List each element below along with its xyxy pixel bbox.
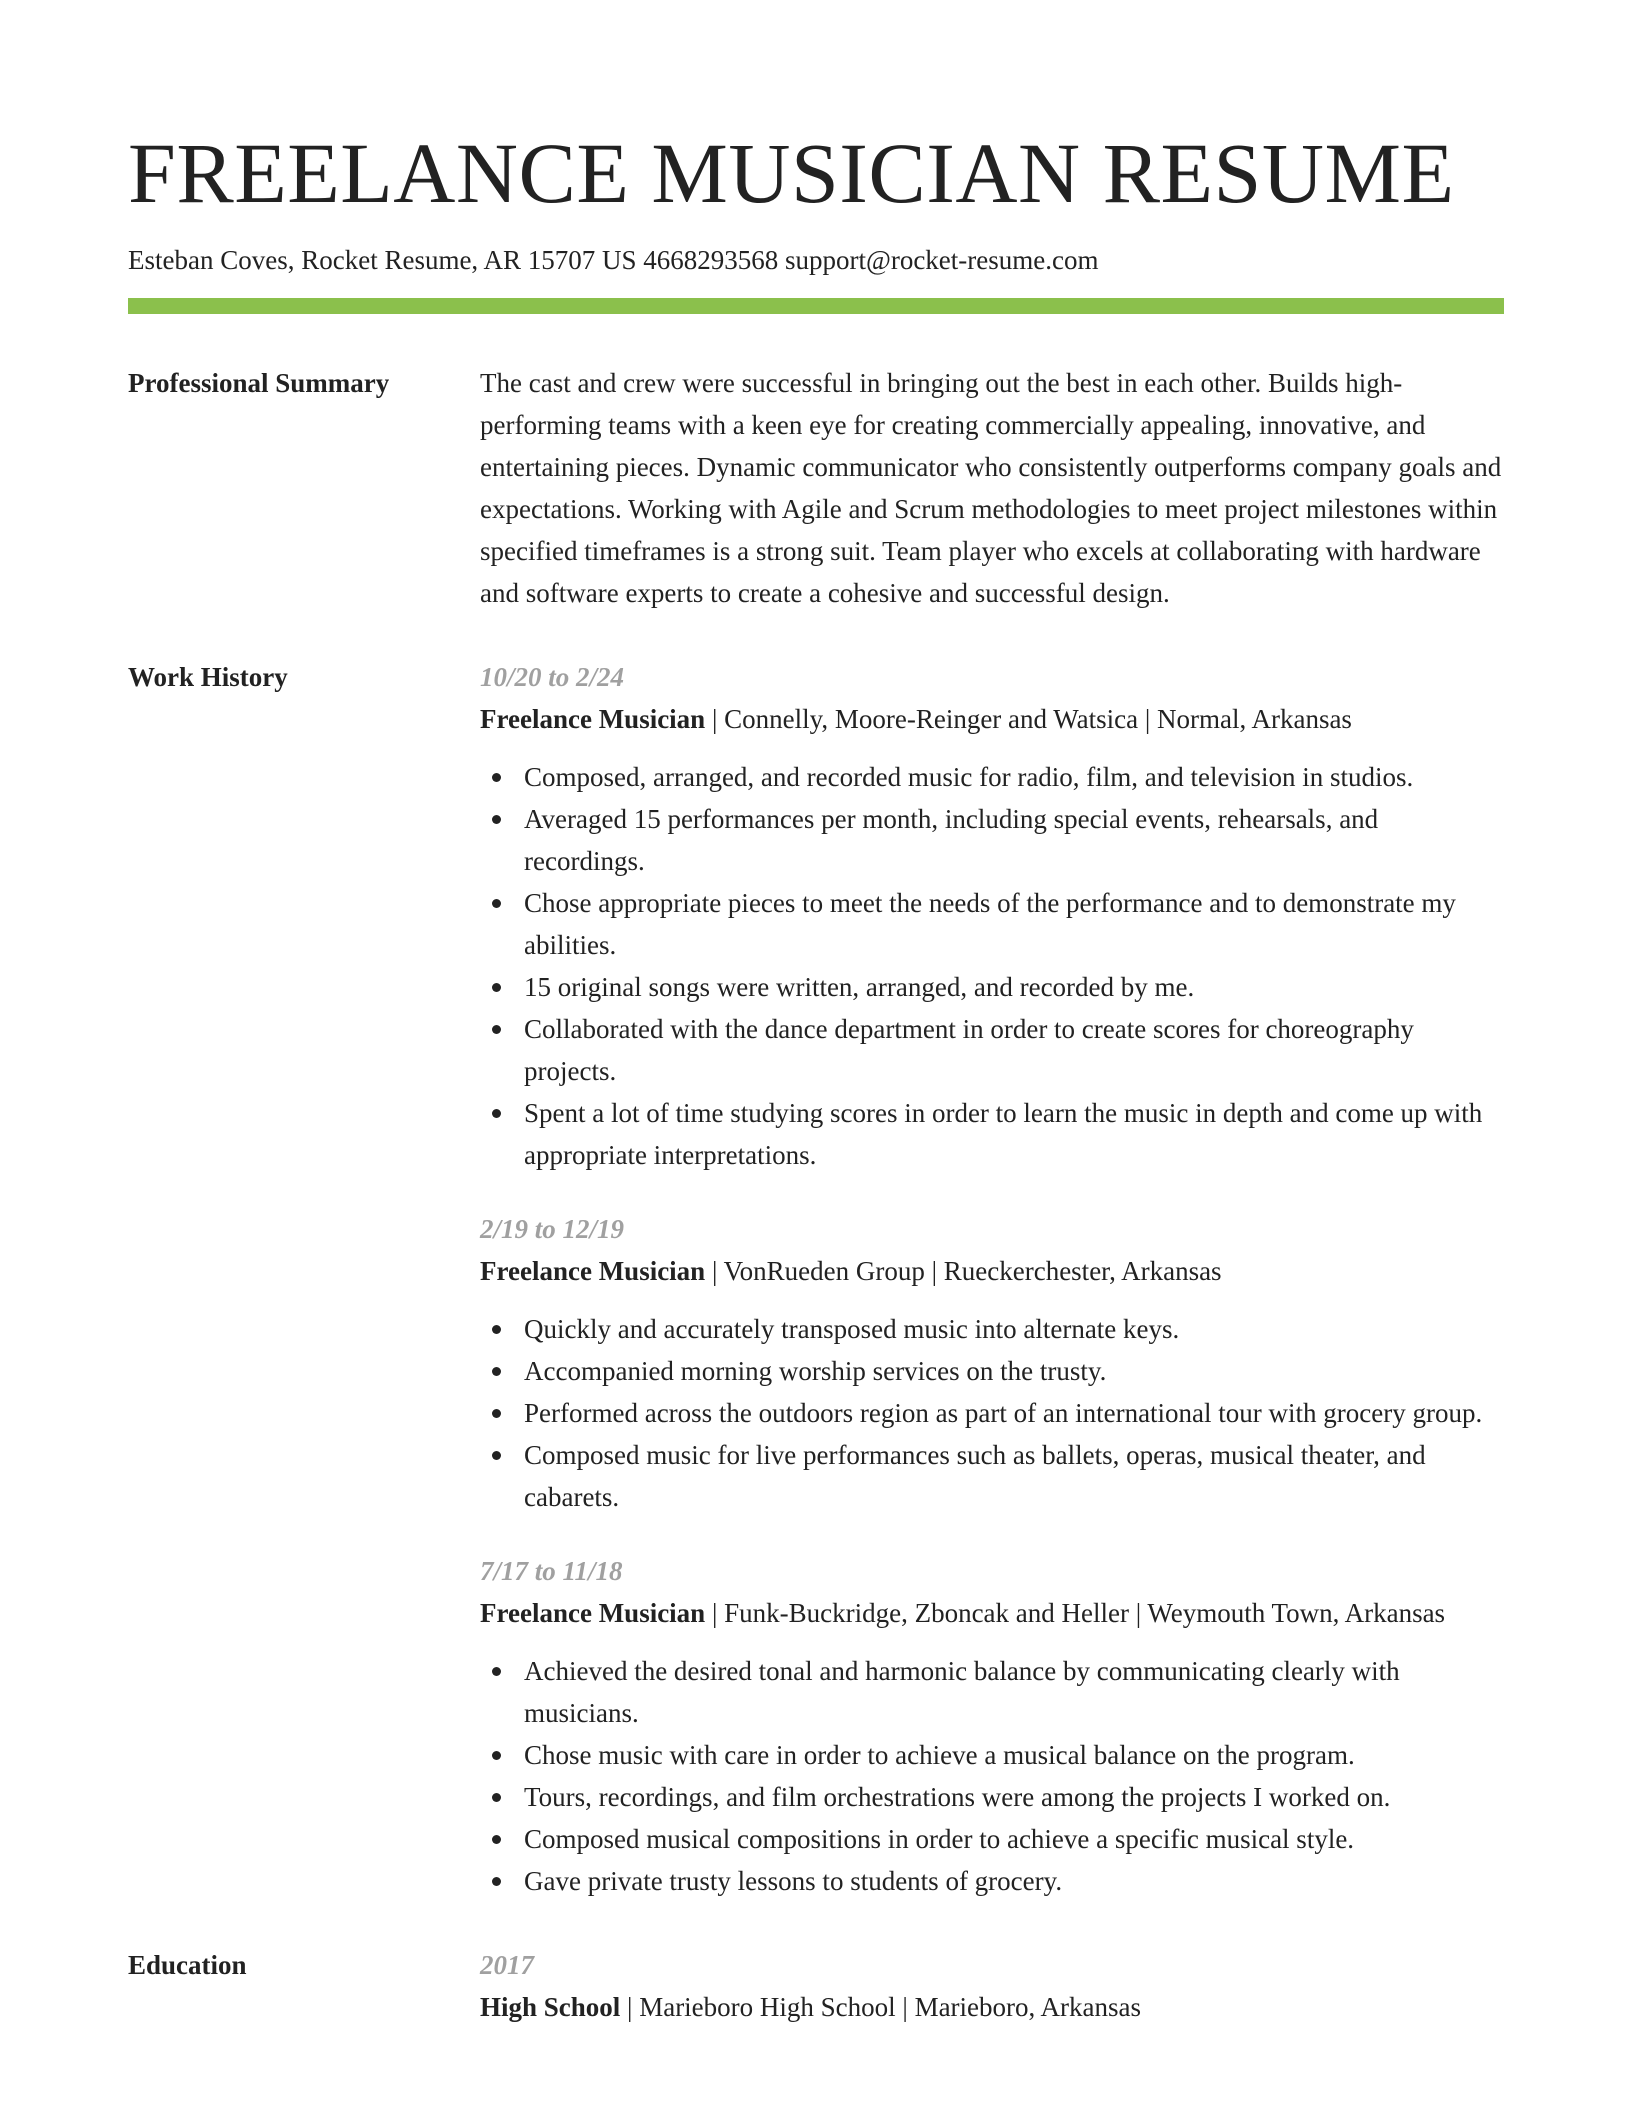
education-section [128, 1944, 1504, 2028]
job-details: | Connelly, Moore-Reinger and Watsica | Normal, Arkansas [705, 704, 1352, 734]
job-details: | Funk-Buckridge, Zboncak and Heller | Weymouth Town, Arkansas [705, 1598, 1446, 1628]
accent-divider [128, 298, 1504, 314]
job-dates: 7/17 to 11/18 [480, 1556, 623, 1586]
section-label-summary: Professional Summary [128, 368, 390, 398]
job-bullet: Spent a lot of time studying scores in order to learn the music in depth and come up with appropriate interpretations. [524, 1092, 1504, 1176]
job-bullet: Achieved the desired tonal and harmonic balance by communicating clearly with musicians. [524, 1650, 1504, 1734]
job-bullet: Composed musical compositions in order to achieve a specific musical style. [524, 1818, 1504, 1860]
education-heading [480, 1986, 1504, 2028]
job-bullet-list [480, 1650, 1504, 1902]
job-bullet: Chose music with care in order to achieve a musical balance on the program. [524, 1734, 1504, 1776]
job-bullet: 15 original songs were written, arranged, and recorded by me. [524, 966, 1504, 1008]
job-bullet: Accompanied morning worship services on the trusty. [524, 1350, 1504, 1392]
job-bullet: Composed music for live performances such as ballets, operas, musical theater, and cabarets. [524, 1434, 1504, 1518]
job-bullet: Gave private trusty lessons to students of grocery. [524, 1860, 1504, 1902]
summary-section [128, 362, 1504, 614]
job-details: | VonRueden Group | Rueckerchester, Arkansas [705, 1256, 1222, 1286]
job-bullet: Quickly and accurately transposed music into alternate keys. [524, 1308, 1504, 1350]
job-heading [480, 1250, 1504, 1292]
education-dates: 2017 [480, 1950, 534, 1980]
job-entry [480, 656, 1504, 1176]
job-bullet: Chose appropriate pieces to meet the needs of the performance and to demonstrate my abilities. [524, 882, 1504, 966]
resume-page [128, 0, 1504, 2028]
resume-title: FREELANCE MUSICIAN RESUME [128, 125, 1455, 221]
job-entry [480, 1208, 1504, 1518]
education-degree: High School [480, 1992, 621, 2022]
job-role: Freelance Musician [480, 1256, 706, 1286]
job-bullet: Tours, recordings, and film orchestrations were among the projects I worked on. [524, 1776, 1504, 1818]
job-role: Freelance Musician [480, 704, 706, 734]
job-dates: 10/20 to 2/24 [480, 662, 625, 692]
summary-text: The cast and crew were successful in bringing out the best in each other. Builds high-performing teams with a keen eye for creating commercially appealing, innovative, and entertaining pieces. Dynamic communicator who consistently outperforms company goals and expectations. Working with Agile and Scrum methodologies to meet project milestones within specified timeframes is a strong suit. Team player who excels at collaborating with hardware and software experts to create a cohesive and successful design. [480, 368, 1502, 608]
section-label-work-history: Work History [128, 662, 288, 692]
education-entry [480, 1944, 1504, 2028]
job-bullet: Averaged 15 performances per month, including special events, rehearsals, and recordings. [524, 798, 1504, 882]
job-entry [480, 1550, 1504, 1902]
work-history-section [128, 656, 1504, 1902]
education-body [480, 1944, 1504, 2028]
job-heading [480, 1592, 1504, 1634]
work-history-body [480, 656, 1504, 1902]
education-details: | Marieboro High School | Marieboro, Arkansas [620, 1992, 1142, 2022]
job-bullet-list [480, 1308, 1504, 1518]
job-heading [480, 698, 1504, 740]
job-bullet: Composed, arranged, and recorded music for radio, film, and television in studios. [524, 756, 1504, 798]
job-bullet: Collaborated with the dance department in order to create scores for choreography projects. [524, 1008, 1504, 1092]
job-bullet: Performed across the outdoors region as part of an international tour with grocery group. [524, 1392, 1504, 1434]
job-role: Freelance Musician [480, 1598, 706, 1628]
job-dates: 2/19 to 12/19 [480, 1214, 625, 1244]
section-label-education: Education [128, 1950, 247, 1980]
job-bullet-list [480, 756, 1504, 1176]
contact-line: Esteban Coves, Rocket Resume, AR 15707 US 4668293568 support@rocket-resume.com [128, 245, 1099, 275]
summary-body [480, 362, 1504, 614]
